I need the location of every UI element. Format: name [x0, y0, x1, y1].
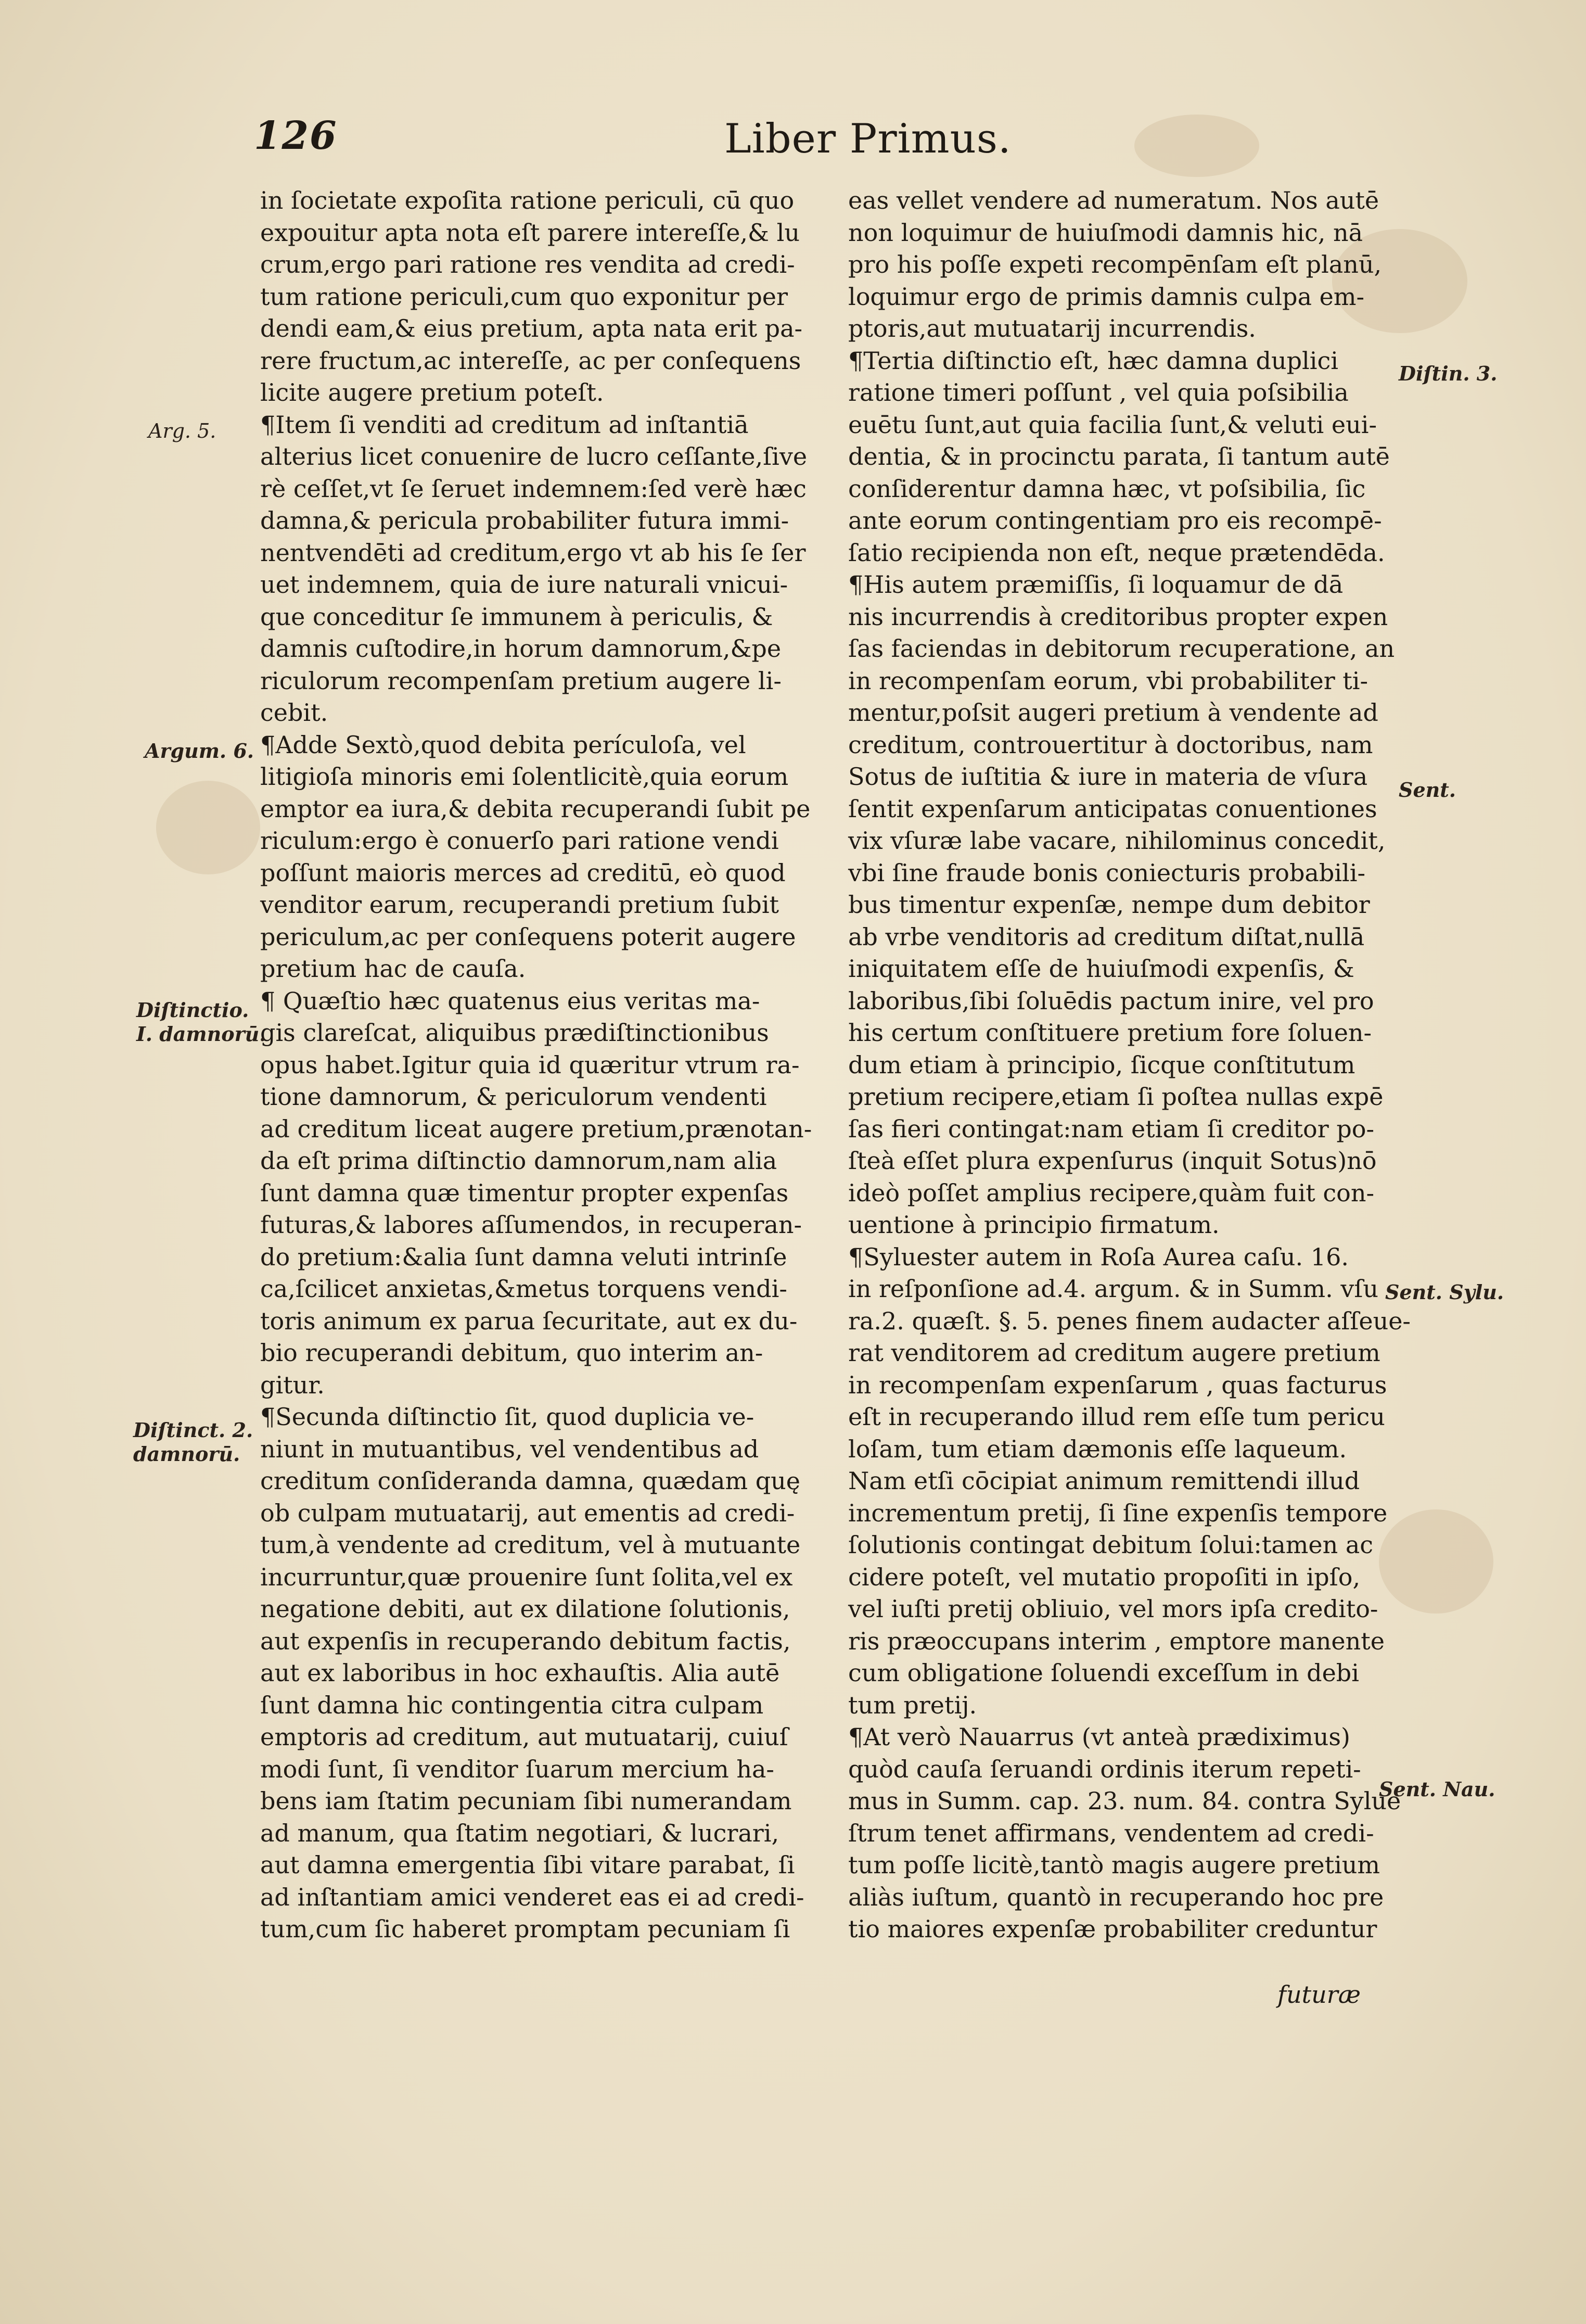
text-line: vix vſuræ labe vacare, nihilominus concedit,: [848, 827, 1386, 855]
text-line: ¶ Quæſtio hæc quatenus eius veritas ma-: [260, 986, 760, 1015]
text-line: ratione timeri poſſunt , vel quia poſsibilia: [848, 378, 1349, 407]
text-line: non loquimur de huiuſmodi damnis hic, nā: [848, 218, 1363, 247]
text-line: crum,ergo pari ratione res vendita ad credi-: [260, 250, 795, 278]
text-line: bio recuperandi debitum, quo interim an-: [260, 1339, 763, 1367]
text-line: ad manum, qua ſtatim negotiari, & lucrari,: [260, 1819, 779, 1847]
text-line: opus habet.Igitur quia id quæritur vtrum ra-: [260, 1050, 800, 1079]
text-line: ab vrbe venditoris ad creditum diſtat,nullā: [848, 922, 1365, 951]
text-line: Sotus de iuſtitia & iure in materia de vſura: [848, 763, 1368, 791]
text-line: quòd cauſa ſeruandi ordinis iterum repeti-: [848, 1755, 1361, 1783]
text-line: futuras,& labores aſſumendos, in recuperan-: [260, 1211, 802, 1239]
text-line: ad creditum liceat augere pretium,prænotan-: [260, 1114, 812, 1143]
text-line: do pretium:&alia ſunt damna veluti intrinſe: [260, 1242, 787, 1271]
text-line: ¶Tertia diſtinctio eſt, hæc damna duplici: [848, 346, 1338, 375]
text-line: emptoris ad creditum, aut mutuatarij, cuiuſ: [260, 1723, 788, 1751]
text-line: aut damna emergentia ſibi vitare parabat, ſi: [260, 1851, 795, 1879]
text-line: ris præoccupans interim , emptore manente: [848, 1627, 1385, 1655]
text-line: loquimur ergo de primis damnis culpa em-: [848, 282, 1365, 311]
text-line: ra.2. quæſt. §. 5. penes finem audacter aſſeue-: [848, 1306, 1411, 1335]
margin-note-sent-nau: Sent. Nau.: [1379, 1777, 1495, 1801]
text-line: niunt in mutuantibus, vel vendentibus ad: [260, 1434, 759, 1463]
text-line: dendi eam,& eius pretium, apta nata erit pa-: [260, 314, 803, 342]
text-line: uentione à principio firmatum.: [848, 1211, 1220, 1239]
text-line: rere fructum,ac intereſſe, ac per conſequens: [260, 346, 801, 375]
text-line: laboribus,ſibi ſoluēdis pactum inire, vel pro: [848, 986, 1374, 1015]
text-line: ca,ſcilicet anxietas,&metus torquens vendi-: [260, 1275, 787, 1303]
text-line: loſam, tum etiam dæmonis eſſe laqueum.: [848, 1434, 1347, 1463]
text-line: riculorum recompenſam pretium augere li-: [260, 666, 782, 695]
text-line: ¶His autem præmiſſis, ſi loquamur de dā: [848, 570, 1344, 599]
text-line: poſſunt maioris merces ad creditū, eò quod: [260, 858, 786, 887]
catchword: futuræ: [1277, 1980, 1361, 2009]
text-line: euētu ſunt,aut quia facilia ſunt,& veluti eui-: [848, 410, 1377, 439]
text-line: ante eorum contingentiam pro eis recompē-: [848, 506, 1382, 535]
text-line: ¶Adde Sextò,quod debita perículoſa, vel: [260, 730, 746, 759]
text-line: in reſponſione ad.4. argum. & in Summ. vſu: [848, 1275, 1379, 1303]
text-line: vbi ſine fraude bonis coniecturis probabili-: [848, 858, 1365, 887]
paper-stain: [1134, 115, 1259, 177]
text-line: conſiderentur damna hæc, vt poſsibilia, ſic: [848, 474, 1366, 503]
text-line: toris animum ex parua ſecuritate, aut ex du-: [260, 1306, 798, 1335]
text-line: ſunt damna quæ timentur propter expenſas: [260, 1178, 789, 1207]
text-line: cum obligatione ſoluendi exceſſum in debi: [848, 1659, 1359, 1687]
text-line: mentur,poſsit augeri pretium à vendente ad: [848, 699, 1378, 727]
text-line: dentia, & in procinctu parata, ſi tantum autē: [848, 442, 1390, 471]
text-line: ſentit expenſarum anticipatas conuentiones: [848, 794, 1377, 823]
text-line: incurruntur,quæ prouenire ſunt ſolita,vel ex: [260, 1563, 793, 1591]
text-line: nis incurrendis à creditoribus propter expen: [848, 602, 1388, 631]
text-line: modi ſunt, ſi venditor ſuarum mercium ha-: [260, 1755, 774, 1783]
text-line: cebit.: [260, 699, 328, 727]
text-line: pretium recipere,etiam ſi poſtea nullas expē: [848, 1083, 1384, 1111]
text-line: gitur.: [260, 1370, 325, 1399]
text-line: ¶Item ſi venditi ad creditum ad inſtantiā: [260, 410, 749, 439]
text-line: cidere poteſt, vel mutatio propoſiti in ipſo,: [848, 1563, 1361, 1591]
margin-note-distinctio-2: Diſtinct. 2. damnorū.: [133, 1418, 253, 1466]
margin-note-arg5: Arg. 5.: [148, 420, 216, 442]
paper-stain: [1379, 1509, 1493, 1614]
text-line: incrementum pretij, ſi ſine expenſis tempore: [848, 1498, 1388, 1527]
text-line: eſt in recuperando illud rem eſſe tum pericu: [848, 1403, 1385, 1431]
text-line: uet indemnem, quia de iure naturali vnicui-: [260, 570, 788, 599]
text-line: tum pretij.: [848, 1691, 977, 1719]
text-line: negatione debiti, aut ex dilatione ſolutionis,: [260, 1595, 790, 1623]
text-line: eas vellet vendere ad numeratum. Nos autē: [848, 186, 1379, 214]
text-line: ptoris,aut mutuatarij incurrendis.: [848, 314, 1256, 342]
text-line: aut expenſis in recuperando debitum factis,: [260, 1627, 791, 1655]
text-line: ob culpam mutuatarij, aut ementis ad credi-: [260, 1498, 795, 1527]
text-line: riculum:ergo è conuerſo pari ratione vendi: [260, 827, 779, 855]
margin-note-sent-sylu: Sent. Sylu.: [1385, 1280, 1504, 1304]
text-line: tione damnorum, & periculorum vendenti: [260, 1083, 767, 1111]
text-line: alterius licet conuenire de lucro ceſſante,ſive: [260, 442, 808, 471]
text-line: da eſt prima diſtinctio damnorum,nam alia: [260, 1147, 777, 1175]
right-text-column: [848, 185, 1411, 1946]
margin-note-distinctio-3: Diſtin. 3.: [1399, 362, 1498, 385]
text-line: aut ex laboribus in hoc exhauſtis. Alia autē: [260, 1659, 780, 1687]
text-line: pro his poſſe expeti recompēnſam eſt planū,: [848, 250, 1382, 278]
text-line: in recompenſam eorum, vbi probabiliter ti-: [848, 666, 1368, 695]
page-number: 126: [254, 113, 338, 158]
text-line: expouitur apta nota eſt parere intereſſe,& lu: [260, 218, 800, 247]
text-line: ¶Secunda diſtinctio ſit, quod duplicia ve-: [260, 1403, 754, 1431]
text-line: ſunt damna hic contingentia citra culpam: [260, 1691, 764, 1719]
text-line: tio maiores expenſæ probabiliter creduntur: [848, 1915, 1377, 1943]
text-line: bus timentur expenſæ, nempe dum debitor: [848, 891, 1370, 919]
text-line: rè ceſſet,vt ſe ſeruet indemnem:ſed verè hæc: [260, 474, 807, 503]
margin-note-distinctio-1: Diſtinctio. I. damnorū.: [136, 998, 266, 1046]
left-text-column: [260, 185, 822, 1946]
text-line: que conceditur ſe immunem à periculis, &: [260, 602, 773, 631]
text-line: vel iuſti pretij obliuio, vel mors ipſa credito-: [848, 1595, 1378, 1623]
text-line: gis clareſcat, aliquibus prædiſtinctionibus: [260, 1019, 769, 1047]
text-line: ſtrum tenet affirmans, vendentem ad credi-: [848, 1819, 1374, 1847]
text-line: ¶Syluester autem in Roſa Aurea caſu. 16.: [848, 1242, 1349, 1271]
text-line: ¶At verò Nauarrus (vt anteà prædiximus): [848, 1723, 1350, 1751]
text-line: ſatio recipienda non eſt, neque prætendēda.: [848, 538, 1385, 567]
text-line: in recompenſam expenſarum , quas facturus: [848, 1370, 1387, 1399]
text-line: ſteà eſſet plura expenſurus (inquit Sotus)nō: [848, 1147, 1377, 1175]
text-line: ideò poſſet amplius recipere,quàm fuit con-: [848, 1178, 1375, 1207]
margin-note-sent-sotus: Sent.: [1399, 778, 1456, 802]
text-line: emptor ea iura,& debita recuperandi ſubit pe: [260, 794, 811, 823]
text-line: damna,& pericula probabiliter futura immi-: [260, 506, 789, 535]
text-line: creditum conſideranda damna, quædam quę: [260, 1467, 801, 1495]
running-title: Liber Primus.: [724, 116, 1012, 162]
text-line: tum poſſe licitè,tantò magis augere pretium: [848, 1851, 1380, 1879]
text-line: ſolutionis contingat debitum ſolui:tamen ac: [848, 1531, 1374, 1559]
text-line: ſas faciendas in debitorum recuperatione, an: [848, 634, 1395, 663]
text-line: dum etiam à principio, ſicque conſtitutum: [848, 1050, 1355, 1079]
text-line: aliàs iuſtum, quantò in recuperando hoc pre: [848, 1883, 1384, 1911]
text-line: in ſocietate expoſita ratione periculi, cū quo: [260, 186, 795, 214]
text-line: periculum,ac per conſequens poterit augere: [260, 922, 796, 951]
text-line: ad inſtantiam amici venderet eas ei ad credi-: [260, 1883, 804, 1911]
text-line: nentvendēti ad creditum,ergo vt ab his ſe ſer: [260, 538, 806, 567]
text-line: iniquitatem eſſe de huiuſmodi expenſis, &: [848, 955, 1354, 983]
text-line: creditum, controuertitur à doctoribus, nam: [848, 730, 1373, 759]
text-line: pretium hac de cauſa.: [260, 955, 526, 983]
text-line: bens iam ſtatim pecuniam ſibi numerandam: [260, 1787, 792, 1815]
text-line: his certum conſtituere pretium fore ſoluen-: [848, 1019, 1372, 1047]
text-line: tum ratione periculi,cum quo exponitur per: [260, 282, 788, 311]
text-line: rat venditorem ad creditum augere pretium: [848, 1339, 1380, 1367]
margin-note-arg6: Argum. 6.: [145, 739, 254, 763]
text-line: Nam etſi cōcipiat animum remittendi illud: [848, 1467, 1360, 1495]
text-line: tum,cum ſic haberet promptam pecuniam ſi: [260, 1915, 790, 1943]
text-line: litigioſa minoris emi ſolentlicitè,quia eorum: [260, 763, 789, 791]
paper-stain: [156, 781, 260, 874]
text-line: ſas fieri contingat:nam etiam ſi creditor po-: [848, 1114, 1375, 1143]
text-line: licite augere pretium poteſt.: [260, 378, 604, 407]
text-line: damnis cuſtodire,in horum damnorum,&pe: [260, 634, 782, 663]
text-line: tum,à vendente ad creditum, vel à mutuante: [260, 1531, 801, 1559]
text-line: mus in Summ. cap. 23. num. 84. contra Sylue: [848, 1787, 1401, 1815]
text-line: venditor earum, recuperandi pretium ſubit: [260, 891, 779, 919]
